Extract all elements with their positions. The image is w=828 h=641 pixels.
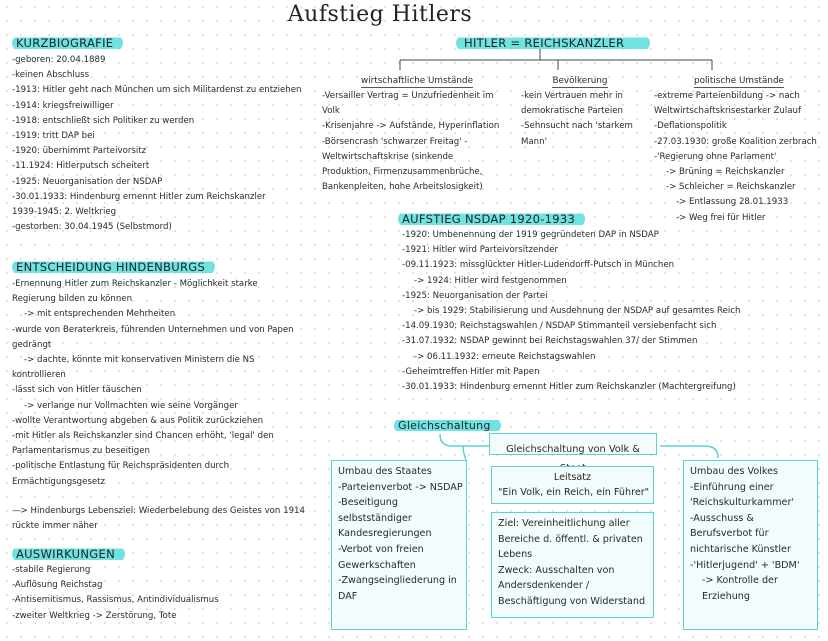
kurzbiografie-line: -11.1924: Hitlerputsch scheitert: [12, 161, 150, 172]
volk-line: -Ausschuss &: [690, 512, 754, 524]
ziel-line: Ziel: Vereinheitlichung aller: [498, 518, 630, 529]
politisch-line: -> Entlassung 28.01.1933: [676, 197, 789, 208]
center-heading-wrap: [456, 32, 650, 51]
wirtschaftlich-section: [322, 68, 512, 195]
staat-line: selbstständiger: [338, 512, 412, 524]
wirtschaftlich-list: [322, 89, 512, 195]
gleichschaltung-main-box: [489, 433, 657, 455]
volk-line: nichtarische Künstler: [690, 543, 791, 555]
wirtschaftlich-line: Volk: [322, 106, 340, 117]
aufstieg-line: -> 1924: Hitler wird festgenommen: [414, 275, 567, 286]
bevoelkerung-line: demokratische Parteien: [521, 106, 623, 117]
hindenburg-line: Regierung bilden zu können: [12, 294, 133, 305]
hindenburg-line: -> verlange nur Vollmachten wie seine Vorgänger: [24, 400, 238, 411]
auswirkungen-section: [12, 543, 219, 624]
ziel-line: Zweck: Ausschalten von: [498, 564, 615, 576]
staat-line: -Zwangseingliederung in: [338, 575, 457, 587]
hindenburg-line: -politische Entlastung für Reichspräsidenten durch: [12, 461, 230, 472]
hindenburg-heading: ENTSCHEIDUNG HINDENBURGS: [12, 259, 215, 275]
hindenburg-note-line: rückte immer näher: [12, 521, 98, 532]
staat-line: DAF: [338, 590, 358, 602]
hindenburg-line: -> mit entsprechenden Mehrheiten: [24, 309, 176, 320]
volk-list: [690, 464, 811, 604]
wirtschaftlich-line: -Krisenjahre -> Aufstände, Hyperinflation: [322, 121, 500, 132]
aufstieg-line: -> bis 1929: Stabilisierung und Ausdehnung der NSDAP auf gesamtes Reich: [414, 306, 741, 317]
gleichschaltung-main-text: Gleichschaltung von Volk &: [506, 444, 640, 455]
volk-line: -'Hitlerjugend' + 'BDM': [690, 559, 800, 571]
kurzbiografie-line: 1939-1945: 2. Weltkrieg: [12, 207, 117, 218]
wirtschaftlich-line: -Versailler Vertrag = Unzufriedenheit im: [322, 91, 494, 101]
kurzbiografie-line: -30.01.1933: Hindenburg ernennt Hitler zum Reichskanzler: [12, 191, 266, 202]
bevoelkerung-line: -kein Vertrauen mehr in: [521, 91, 623, 101]
aufstieg-line: -> 06.11.1932: erneute Reichstagswahlen: [414, 351, 596, 362]
aufstieg-line: -1925: Neuorganisation der Partei: [402, 290, 548, 301]
politisch-line: -> Brüning = Reichskanzler: [666, 167, 785, 178]
politisch-line: -> Schleicher = Reichskanzler: [666, 182, 796, 193]
kurzbiografie-list: [12, 53, 301, 235]
auswirkungen-list: [12, 563, 219, 624]
hindenburg-line: kontrollieren: [12, 370, 66, 381]
hindenburg-line: gedrängt: [12, 339, 52, 350]
wirtschaftlich-line: Produktion, Firmenzusammenbrüche,: [322, 167, 483, 178]
ziel-box: [491, 512, 654, 618]
bevoelkerung-heading: Bevölkerung: [552, 76, 608, 86]
center-heading: HITLER = REICHSKANZLER: [456, 35, 650, 51]
kurzbiografie-line: -gestorben: 30.04.1945 (Selbstmord): [12, 222, 172, 233]
ziel-line: Bereiche d. öffentl. & privaten: [498, 533, 643, 545]
staat-line: Umbau des Staates: [338, 466, 432, 477]
gleichschaltung-label-wrap: [394, 414, 501, 433]
ziel-line: Beschäftigung von Widerstand: [498, 595, 646, 607]
auswirkungen-line: -Auflösung Reichstag: [12, 580, 103, 591]
leitsatz-text: "Ein Volk, ein Reich, ein Führer": [498, 487, 650, 498]
kurzbiografie-line: -1920: übernimmt Parteivorsitz: [12, 146, 147, 157]
aufstieg-line: -30.01.1933: Hindenburg ernennt Hitler zum Reichskanzler (Machtergreifung): [402, 382, 736, 393]
aufstieg-heading: AUFSTIEG NSDAP 1920-1933: [398, 211, 585, 227]
politisch-list: [654, 89, 824, 226]
kurzbiografie-line: -1925: Neuorganisation der NSDAP: [12, 176, 163, 187]
kurzbiografie-line: -keinen Abschluss: [12, 70, 90, 81]
hindenburg-line: -wurde von Beraterkreis, führenden Unternehmen und von Papen: [12, 324, 294, 335]
politisch-line: -extreme Parteienbildung -> nach: [654, 91, 800, 101]
wirtschaftlich-line: -Börsencrash 'schwarzer Freitag' -: [322, 136, 468, 147]
ziel-list: [498, 516, 647, 610]
kurzbiografie-line: -1914: kriegsfreiwilliger: [12, 100, 114, 111]
kurzbiografie-heading: KURZBIOGRAFIE: [12, 35, 123, 51]
hindenburg-line: -> dachte, könnte mit konservativen Ministern die NS: [24, 355, 255, 366]
hindenburg-line: Ermächtigungsgesetz: [12, 476, 106, 487]
aufstieg-section: [398, 208, 740, 395]
politisch-line: -Deflationspolitik: [654, 121, 727, 132]
staat-line: -Verbot von freien: [338, 543, 424, 555]
aufstieg-line: -1920: Umbenennung der 1919 gegründeten DAP in NSDAP: [402, 230, 659, 240]
leitsatz-box: [491, 466, 654, 504]
hindenburg-line: -mit Hitler als Reichskanzler sind Chancen erhöht, 'legal' den: [12, 431, 274, 442]
bevoelkerung-line: -Sehnsucht nach 'starkem: [521, 121, 633, 132]
hindenburg-note: [12, 504, 305, 534]
hindenburg-line: Parlamentarismus zu beseitigen: [12, 446, 150, 457]
staat-line: Kandesregierungen: [338, 528, 432, 540]
kurzbiografie-line: -geboren: 20.04.1889: [12, 55, 106, 65]
gleichschaltung-label: Gleichschaltung: [394, 418, 501, 433]
volk-line: Umbau des Volkes: [690, 466, 778, 477]
volk-box: [683, 460, 818, 630]
auswirkungen-line: -zweiter Weltkrieg -> Zerstörung, Tote: [12, 610, 177, 621]
politisch-heading: politische Umstände: [694, 76, 784, 86]
aufstieg-line: -09.11.1923: missglückter Hitler-Ludendorff-Putsch in München: [402, 260, 675, 271]
hindenburg-line: -lässt sich von Hitler täuschen: [12, 385, 142, 396]
volk-line: Berufsverbot für: [690, 528, 769, 540]
ziel-line: Lebens: [498, 549, 533, 561]
wirtschaftlich-heading: wirtschaftliche Umstände: [361, 76, 473, 86]
hindenburg-line: -wollte Verantwortung abgeben & aus Politik zurückziehen: [12, 415, 264, 426]
politisch-line: -27.03.1930: große Koalition zerbrach: [654, 136, 817, 147]
hindenburg-note-line: —> Hindenburgs Lebensziel: Wiederbelebung des Geistes von 1914: [12, 505, 305, 516]
politisch-line: Weltwirtschaftskrisestarker Zulauf: [654, 106, 801, 117]
ziel-line: Andersdenkender /: [498, 580, 590, 592]
bevoelkerung-section: [521, 68, 639, 150]
hindenburg-section: [12, 256, 305, 534]
politisch-section: [654, 68, 824, 226]
aufstieg-line: -Geheimtreffen Hitler mit Papen: [402, 366, 540, 377]
kurzbiografie-line: -1913: Hitler geht nach München um sich Militardenst zu entziehen: [12, 85, 302, 96]
kurzbiografie-section: [12, 32, 301, 235]
kurzbiografie-line: -1918: entschließt sich Politiker zu werden: [12, 115, 195, 126]
politisch-line: -> Weg frei für Hitler: [676, 212, 766, 223]
staat-line: -Parteienverbot -> NSDAP: [338, 481, 463, 493]
auswirkungen-line: -stabile Regierung: [12, 565, 91, 575]
volk-line: -> Kontrolle der: [702, 575, 778, 587]
volk-line: 'Reichskulturkammer': [690, 497, 795, 509]
hindenburg-line: -Ernennung Hitler zum Reichskanzler - Möglichkeit starke: [12, 279, 258, 289]
auswirkungen-heading: AUSWIRKUNGEN: [12, 546, 125, 562]
politisch-line: -'Regierung ohne Parlament': [654, 151, 777, 162]
aufstieg-list: [398, 228, 740, 395]
staat-list: [338, 464, 463, 604]
wirtschaftlich-line: Weltwirtschaftskrise (sinkende: [322, 151, 454, 162]
page-title: Aufstieg Hitlers: [287, 2, 473, 27]
bevoelkerung-line: Mann': [521, 136, 547, 147]
aufstieg-line: -14.09.1930: Reichstagswahlen / NSDAP Stimmanteil versiebenfacht sich: [402, 321, 717, 332]
staat-line: Gewerkschaften: [338, 559, 416, 571]
hindenburg-list: [12, 277, 305, 490]
aufstieg-line: -1921: Hitler wird Parteivorsitzender: [402, 245, 559, 256]
staat-box: [331, 460, 467, 630]
volk-line: -Einführung einer: [690, 481, 774, 493]
leitsatz-heading: Leitsatz: [553, 472, 592, 483]
aufstieg-line: -31.07.1932: NSDAP gewinnt bei Reichstagswahlen 37/ der Stimmen: [402, 336, 698, 347]
staat-line: -Beseitigung: [338, 497, 398, 509]
volk-line: Erziehung: [702, 590, 750, 602]
auswirkungen-line: -Antisemitismus, Rassismus, Antindividualismus: [12, 595, 219, 606]
kurzbiografie-line: -1919: tritt DAP bei: [12, 131, 95, 142]
bevoelkerung-list: [521, 89, 639, 150]
wirtschaftlich-line: Bankenpleiten, hohe Arbeitslosigkeit): [322, 182, 483, 193]
